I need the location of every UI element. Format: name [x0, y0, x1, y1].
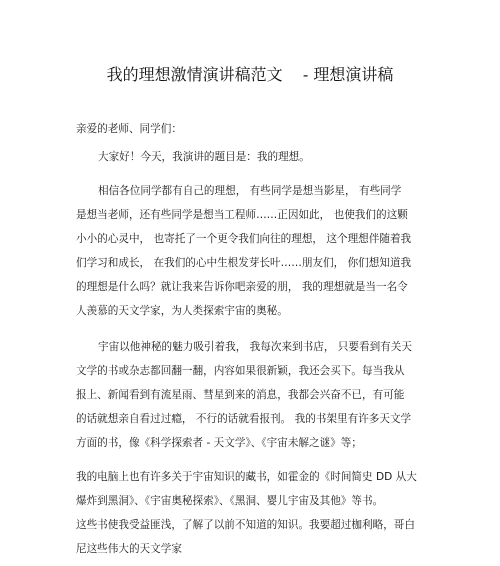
paragraph-2-line-3: 报上、新闻看到有流星雨、彗星到来的消息，我都会兴奋不已，有可能 [76, 389, 405, 401]
paragraph-3-line-2: 爆炸到黑洞》、《宇宙奥秘探索》、《黑洞、婴儿宇宙及其他》等书。 [76, 495, 384, 507]
paragraph-2-line-1: 宇宙以他神秘的魅力吸引着我， 我每次来到书店， 只要看到有关天 [98, 341, 412, 353]
paragraph-1-line-3: 小小的心灵中， 也寄托了一个更令我们向往的理想， 这个理想伴随着我 [76, 233, 412, 245]
greeting-line: 大家好！今天，我演讲的题目是：我的理想。 [98, 151, 310, 163]
document-title: 我的理想激情演讲稿范文 - 理想演讲稿 [106, 65, 394, 84]
paragraph-1-line-6: 人羡慕的天文学家，为人类探索宇宙的奥秘。 [76, 305, 288, 317]
paragraph-3-line-3: 这些书使我受益匪浅，了解了以前不知道的知识。我要超过枷利略，哥白 [76, 519, 415, 531]
paragraph-3-line-4: 尼这些伟大的天文学家 [76, 543, 182, 555]
paragraph-1-line-1: 相信各位同学都有自己的理想， 有些同学是想当影星， 有些同学 [98, 185, 402, 197]
paragraph-1-line-5: 的理想是什么吗？就让我来告诉你吧亲爱的朋， 我的理想就是当一名令 [76, 281, 408, 293]
salutation-line: 亲爱的老师、同学们： [76, 123, 182, 135]
paragraph-2-line-4: 的话就想亲自看过过瘾， 不行的话就看报刊。 我的书架里有许多天文学 [76, 413, 412, 425]
paragraph-1-line-4: 们学习和成长， 在我们的心中生根发芽长叶……朋友们， 你们想知道我 [76, 257, 412, 269]
paragraph-1-line-2: 是想当老师，还有些同学是想当工程师……正因如此， 也使我们的这颗 [76, 209, 408, 221]
paragraph-3-line-1: 我的电脑上也有许多关于宇宙知识的藏书，如霍金的《时间简史 DD 从大 [76, 471, 417, 483]
paragraph-2-line-2: 文学的书或杂志都回翻一翻，内容如果很新颖，我还会买下。每当我从 [76, 365, 405, 377]
paragraph-2-line-5: 方面的书，像《科学探索者 - 天文学》、《宇宙未解之谜》等； [76, 437, 362, 449]
